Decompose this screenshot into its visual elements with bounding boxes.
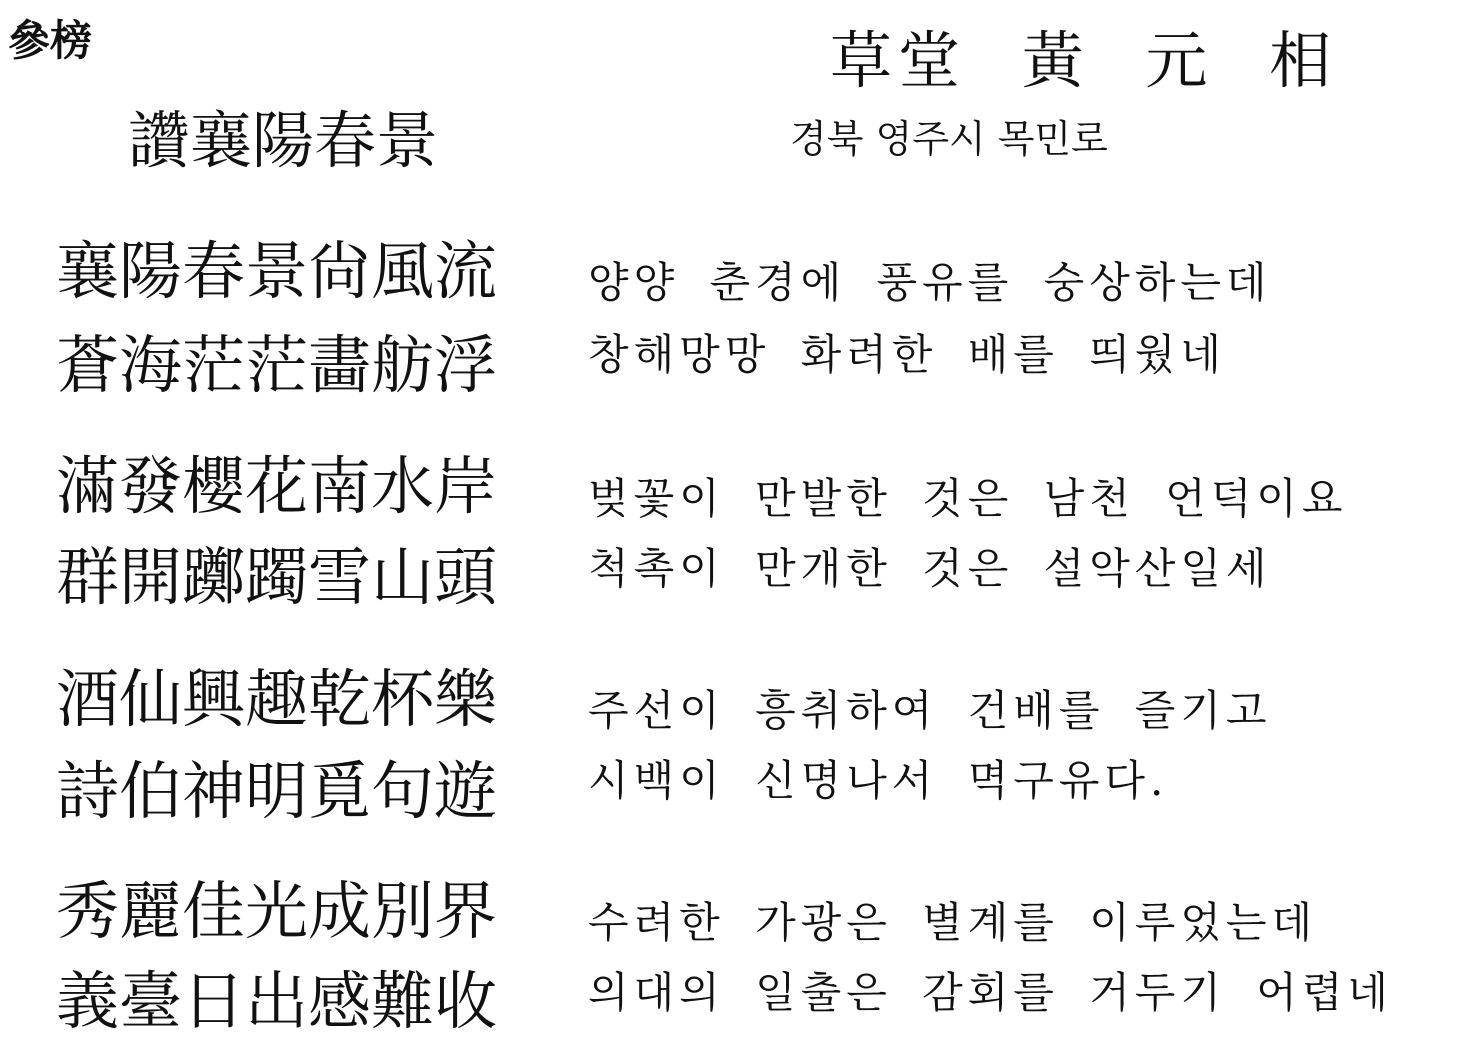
korean-line: 창해망망 화려한 배를 띄웠네 [588,330,1226,379]
author-address: 경북 영주시 목민로 [790,117,1108,161]
hanja-line: 詩伯神明覓句遊 [56,755,497,828]
hanja-line: 酒仙興趣乾杯樂 [56,663,497,736]
korean-line: 벚꽃이 만발한 것은 남천 언덕이요 [588,474,1348,523]
hanja-line: 群開躑躅雪山頭 [56,541,497,614]
korean-line: 시백이 신명나서 멱구유다. [588,756,1169,805]
korean-line: 수려한 가광은 별계를 이루었는데 [588,898,1318,947]
category-tag: 參榜 [8,16,93,65]
korean-line: 양양 춘경에 풍유를 숭상하는데 [588,258,1272,307]
hanja-line: 滿發櫻花南水岸 [56,450,497,523]
hanja-line: 義臺日出感難收 [56,965,497,1038]
hanja-line: 蒼海茫茫畵舫浮 [56,329,497,402]
korean-line: 척촉이 만개한 것은 설악산일세 [588,544,1272,593]
poem-title: 讚襄陽春景 [128,104,439,177]
korean-line: 주선이 흥취하여 건배를 즐기고 [588,686,1272,735]
korean-line: 의대의 일출은 감회를 거두기 어렵네 [588,968,1393,1017]
author-name: 草堂 黃 元 相 [830,24,1338,97]
hanja-line: 秀麗佳光成別界 [56,875,497,948]
hanja-line: 襄陽春景尙風流 [56,235,497,308]
